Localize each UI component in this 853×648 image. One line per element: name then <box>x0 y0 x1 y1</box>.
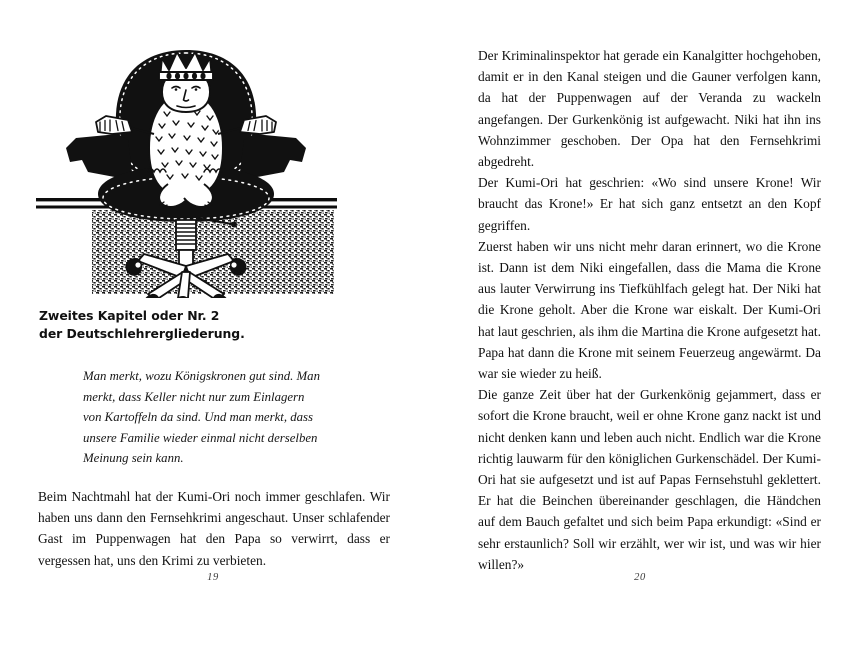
chapter-heading-line-2: der Deutschlehrergliederung. <box>39 325 245 341</box>
left-page-body-text <box>38 486 390 571</box>
epigraph-line-1: Man merkt, wozu Königskronen gut sind. Man <box>83 369 320 383</box>
page-number-left: 19 <box>207 572 219 583</box>
chapter-epigraph <box>83 366 383 469</box>
chapter-heading <box>39 307 379 342</box>
left-page <box>0 0 426 648</box>
chapter-heading-line-1: Zweites Kapitel oder Nr. 2 <box>39 308 220 323</box>
epigraph-line-5: Meinung sein kann. <box>83 451 184 466</box>
page-number-right: 20 <box>634 572 646 583</box>
epigraph-line-2: merkt, dass Keller nicht nur zum Einlagern <box>83 389 305 404</box>
paragraph: Der Kriminalinspektor hat gerade ein Kanalgitter hochgehoben, damit er in den Kanal steigen und die Gauner verfolgen kann, da hat der Puppenwagen auf der Veranda zu wackeln angefangen. Der Gurkenkönig ist aufgewacht. Niki hat ihn ins Wohnzimmer geschoben. Der Opa hat den Fernsehkrimi abgedreht. <box>478 48 821 170</box>
right-page-body-text <box>478 45 821 575</box>
paragraph: Zuerst haben wir uns nicht mehr daran erinnert, wo die Krone ist. Dann ist dem Niki eingefallen, dass die Mama die Krone aus lauter Verwirrung ins Tiefkühlfach gelegt hat. Der Niki hat die Krone geholt. Aber die Krone war eiskalt. Der Kumi-Ori hat laut geschrien, als ihm die Martina die Krone aufgesetzt hat. Papa hat dann die Krone mit seinem Feuerzeug angewärmt. Da war sie wieder zu heiß. <box>478 238 821 382</box>
right-page <box>427 0 853 648</box>
paragraph: Der Kumi-Ori hat geschrien: «Wo sind unsere Krone! Wir braucht das Krone!» Er hat sich ganz entsetzt an den Kopf gegriffen. <box>478 175 821 233</box>
paragraph: Beim Nachtmahl hat der Kumi-Ori noch immer geschlafen. Wir haben uns dann den Fernsehkrimi angeschaut. Unser schlafender Gast im Puppenwagen hat den Papa so verwirrt, dass er vergessen hat, uns den Krimi zu verbieten. <box>38 489 390 568</box>
floor-texture <box>92 210 334 294</box>
paragraph: Die ganze Zeit über hat der Gurkenkönig gejammert, dass er sofort die Krone braucht, weil er ohne Krone ganz nackt ist und nicht denken kann und leben auch nicht. Endlich war die Krone richtig lauwarm für den königlichen Gurkenschädel. Der Kumi-Ori hat sie aufgesetzt und ist auf Papas Fernsehstuhl geklettert. Er hat die Beinchen übereinander geschlagen, die Händchen auf dem Bauch gefaltet und sich beim Papa erkundigt: «Sind er sehr erstaunlich? Soll wir erzählt, wer wir ist, und was wir hier willen?» <box>478 387 821 572</box>
gurkenkoenig-illustration <box>36 22 346 298</box>
epigraph-line-4: unsere Familie wieder einmal nicht derselben <box>83 430 318 445</box>
epigraph-line-3: von Kartoffeln da sind. Und man merkt, dass <box>83 410 313 425</box>
